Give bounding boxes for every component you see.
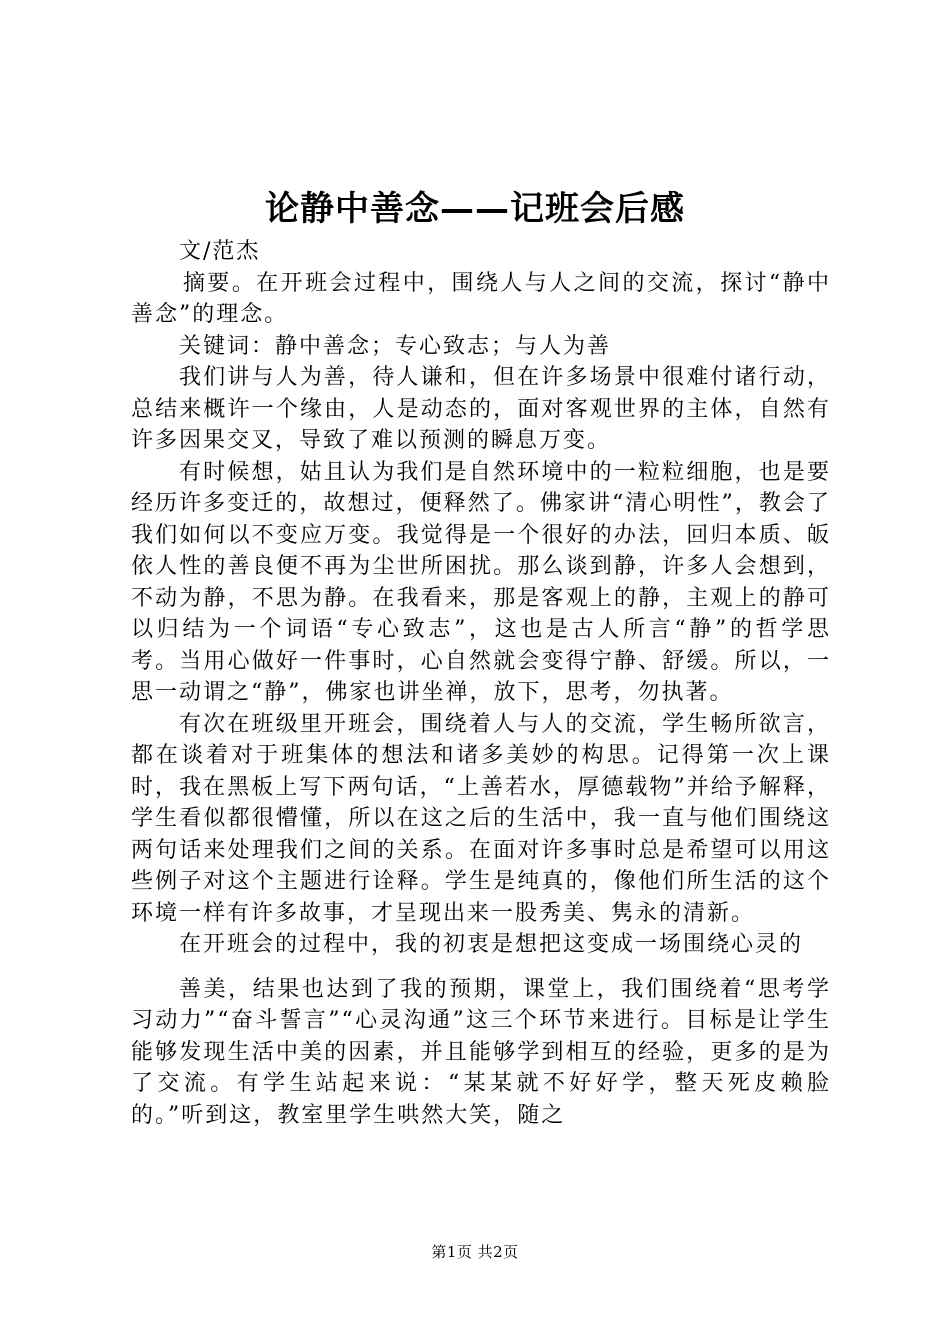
document-body [131,236,831,1131]
keywords-line: 关键词：静中善念；专心致志；与人为善 [179,333,612,359]
page-number-footer: 第1页 共2页 [431,1243,519,1261]
author-line: 文/范杰 [179,239,261,264]
body-paragraph-4: 在开班会的过程中，我的初衷是想把这变成一场围绕心灵的 [179,932,804,957]
document-title: 论静中善念——记班会后感 [265,189,685,229]
body-paragraph-3: 有次在班级里开班会，围绕着人与人的交流，学生畅所欲言，都在谈着对于班集体的想法和诸多美妙的构思。记得第一次上课时，我在黑板上写下两句话，“上善若水，厚德载物”并给予解释，学生看似都很懵懂，所以在这之后的生活中，我一直与他们围绕这两句话来处理我们之间的关系。在面对许多事时总是希望可以用这些例子对这个主题进行诠释。学生是纯真的，像他们所生活的这个环境一样有许多故事，才呈现出来一股秀美、隽永的清新。 [131,711,831,926]
body-paragraph-1: 我们讲与人为善，待人谦和，但在许多场景中很难付诸行动，总结来概许一个缘由，人是动态的，面对客观世界的主体，自然有许多因果交叉，导致了难以预测的瞬息万变。 [131,365,831,453]
body-paragraph-2: 有时候想，姑且认为我们是自然环境中的一粒粒细胞，也是要经历许多变迁的，故想过，便释然了。佛家讲“清心明性”，教会了我们如何以不变应万变。我觉得是一个很好的办法，回归本质、皈依人性的善良便不再为尘世所困扰。那么谈到静，许多人会想到，不动为静，不思为静。在我看来，那是客观上的静，主观上的静可以归结为一个词语“专心致志”，这也是古人所言“静”的哲学思考。当用心做好一件事时，心自然就会变得宁静、舒缓。所以，一思一动谓之“静”，佛家也讲坐禅，放下，思考，勿执著。 [131,459,831,705]
body-paragraph-5: 善美，结果也达到了我的预期，课堂上，我们围绕着“思考学习动力”“奋斗誓言”“心灵沟通”这三个环节来进行。目标是让学生能够发现生活中美的因素，并且能够学到相互的经验，更多的是为了交流。有学生站起来说：“某某就不好好学，整天死皮赖脸的。”听到这，教室里学生哄然大笑，随之 [131,976,831,1128]
abstract-paragraph: 摘要。在开班会过程中，围绕人与人之间的交流，探讨“静中善念”的理念。 [131,270,831,327]
